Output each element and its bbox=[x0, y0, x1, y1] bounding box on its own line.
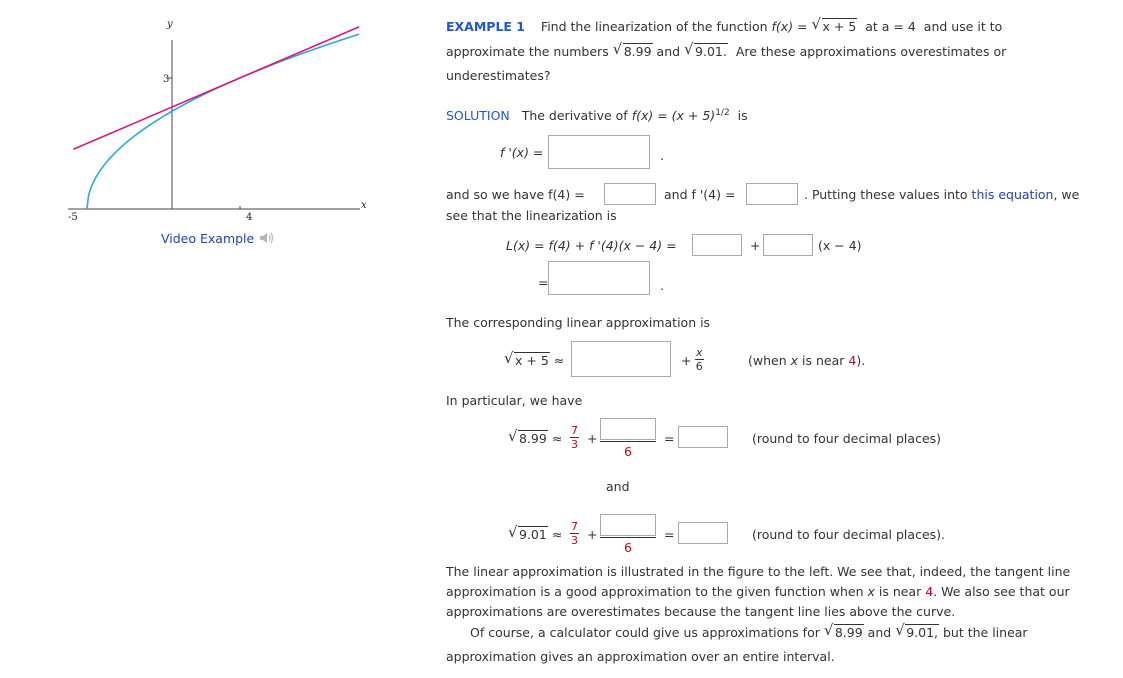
L-constant-input[interactable] bbox=[692, 234, 742, 256]
solution-line bbox=[446, 108, 748, 123]
sqrt-9-01-c: √ 9.01, bbox=[895, 621, 938, 640]
example-at-a: at a = 4 bbox=[865, 19, 916, 34]
this-equation-link[interactable]: this equation bbox=[971, 187, 1054, 202]
para-line-2 bbox=[446, 584, 1070, 599]
para-line-3: approximations are overestimates because the tangent line lies above the curve. bbox=[446, 604, 956, 619]
tick-label-x-4: 4 bbox=[246, 212, 253, 223]
frac-x-den: 6 bbox=[695, 360, 703, 373]
example-line-3: underestimates? bbox=[446, 68, 551, 83]
row1-sqrt bbox=[508, 427, 563, 446]
sqrt-8-99-b: √ 8.99 bbox=[508, 427, 547, 446]
sqrt-x-plus-5: √ x + 5 bbox=[811, 15, 857, 34]
row2-numerator-input[interactable] bbox=[600, 514, 656, 536]
approx-sign-1: ≈ bbox=[553, 353, 565, 368]
approx-sign-2: ≈ bbox=[551, 431, 563, 446]
when-prefix: (when bbox=[748, 353, 787, 368]
equals-sign-1: = bbox=[538, 275, 549, 290]
para2-a: approximation is a good approximation to the given function when bbox=[446, 584, 864, 599]
sqrt-9-01: √ 9.01. bbox=[684, 40, 727, 59]
video-example-label: Video Example bbox=[161, 231, 255, 246]
x-axis-label: x bbox=[361, 200, 367, 211]
number-9-01: 9.01. bbox=[695, 44, 727, 59]
fprime4-input[interactable] bbox=[746, 183, 798, 205]
example-text-1a: Find the linearization of the function bbox=[540, 19, 768, 34]
plus-sign-4: + bbox=[587, 527, 598, 542]
video-example-link[interactable] bbox=[161, 231, 278, 248]
radicand: x + 5 bbox=[822, 19, 857, 34]
derivative-text: The derivative of bbox=[521, 108, 628, 124]
so-we-have-text: and so we have f(4) = bbox=[446, 187, 585, 202]
r1-radicand: 8.99 bbox=[519, 431, 547, 446]
putting-text: . Putting these values into bbox=[804, 187, 968, 202]
frac-3-b: 3 bbox=[571, 534, 578, 547]
example-heading: EXAMPLE 1 bbox=[446, 19, 526, 34]
example-text-2b: Are these approximations overestimates or bbox=[735, 44, 1007, 59]
plus-sign-1: + bbox=[750, 238, 761, 253]
frac-3-a: 3 bbox=[571, 438, 578, 451]
frac-7-b: 7 bbox=[571, 520, 578, 533]
frac-7-a: 7 bbox=[571, 424, 578, 437]
para2-c: . We also see that our bbox=[933, 584, 1070, 599]
period-1: . bbox=[660, 148, 664, 163]
row2-fraction-bar bbox=[600, 537, 656, 538]
para-line-5: approximation gives an approximation over an entire interval. bbox=[446, 649, 835, 664]
para4-num1: 8.99 bbox=[834, 625, 863, 640]
x-minus-4: (x − 4) bbox=[818, 238, 862, 253]
corresponding-text: The corresponding linear approximation is bbox=[446, 315, 711, 330]
row1-result-input[interactable] bbox=[678, 426, 728, 448]
para2-four: 4 bbox=[925, 584, 934, 599]
solution-label: SOLUTION bbox=[446, 108, 510, 124]
frac-x-over-6 bbox=[695, 346, 704, 373]
mid-and-text: and bbox=[606, 479, 630, 494]
derivative-expr: f(x) = (x + 5) bbox=[631, 108, 716, 124]
plus-sign-2: + bbox=[681, 353, 692, 368]
in-particular-text: In particular, we have bbox=[446, 393, 583, 408]
r2-radicand: 9.01 bbox=[519, 527, 547, 542]
we-text: , we bbox=[1053, 187, 1080, 202]
equals-sign-2: = bbox=[664, 431, 675, 446]
linear-approx-input[interactable] bbox=[571, 341, 671, 377]
para4-a: Of course, a calculator could give us approximations for bbox=[470, 625, 820, 640]
row1-fraction-bar bbox=[600, 441, 656, 442]
when-suffix: ). bbox=[856, 353, 866, 368]
y-axis-label: y bbox=[167, 19, 173, 30]
function-curve bbox=[87, 34, 359, 209]
sqrt-9-01-b: √ 9.01 bbox=[508, 523, 547, 542]
and-fprime-text: and f '(4) = bbox=[664, 187, 736, 202]
tick-label-x-neg5: -5 bbox=[68, 212, 78, 223]
graph-figure bbox=[60, 10, 370, 225]
sqrt-8-99-c: √ 8.99 bbox=[823, 621, 863, 640]
para-line-1: The linear approximation is illustrated in the figure to the left. We see that, indeed, the tangent line bbox=[446, 564, 1071, 579]
fprime-input[interactable] bbox=[548, 135, 650, 169]
approx-sign-3: ≈ bbox=[551, 527, 563, 542]
near-value: 4 bbox=[848, 353, 857, 368]
Lx-expression: L(x) = f(4) + f '(4)(x − 4) = bbox=[506, 238, 677, 253]
when-x: x bbox=[790, 353, 799, 368]
example-text-1b: and use it to bbox=[923, 19, 1003, 34]
see-that-text: see that the linearization is bbox=[446, 208, 617, 223]
plus-sign-3: + bbox=[587, 431, 598, 446]
para-line-4 bbox=[470, 621, 1028, 640]
f4-input[interactable] bbox=[604, 183, 656, 205]
exponent: 1/2 bbox=[715, 108, 730, 118]
row2-sqrt bbox=[508, 523, 563, 542]
tick-label-y-3: 3 bbox=[163, 74, 170, 85]
L-slope-input[interactable] bbox=[763, 234, 813, 256]
para2-x: x bbox=[867, 584, 875, 599]
L-simplified-input[interactable] bbox=[548, 261, 650, 295]
round-text-2: (round to four decimal places). bbox=[752, 527, 945, 542]
when-mid: is near bbox=[802, 353, 845, 368]
is-word: is bbox=[737, 108, 748, 124]
row2-denominator: 6 bbox=[624, 540, 632, 555]
example-text-2a: approximate the numbers bbox=[446, 44, 609, 59]
sqrt-8-99: √ 8.99 bbox=[612, 40, 652, 59]
row1-denominator: 6 bbox=[624, 444, 632, 459]
frac-7-3-a bbox=[570, 424, 579, 451]
example-line-1 bbox=[446, 15, 1003, 34]
para4-num2: 9.01, bbox=[906, 625, 938, 640]
when-near-text bbox=[748, 353, 865, 368]
speaker-icon bbox=[258, 231, 278, 248]
row1-numerator-input[interactable] bbox=[600, 418, 656, 440]
putting-line bbox=[804, 187, 1079, 202]
row2-result-input[interactable] bbox=[678, 522, 728, 544]
tangent-line bbox=[73, 27, 359, 149]
para4-b: but the linear bbox=[942, 625, 1028, 640]
fprime-label: f '(x) = bbox=[500, 145, 544, 160]
and-word: and bbox=[656, 44, 681, 59]
round-text-1: (round to four decimal places) bbox=[752, 431, 942, 446]
example-line-2 bbox=[446, 40, 1007, 59]
sqrt-x-plus-5-b: √ x + 5 bbox=[504, 349, 549, 368]
example-fx: f(x) = bbox=[771, 19, 808, 34]
frac-7-3-b bbox=[570, 520, 579, 547]
number-8-99: 8.99 bbox=[623, 44, 652, 59]
period-2: . bbox=[660, 278, 664, 293]
equals-sign-3: = bbox=[664, 527, 675, 542]
para4-and: and bbox=[867, 625, 892, 640]
radicand-b: x + 5 bbox=[515, 353, 549, 368]
sqrt-approx-line bbox=[504, 349, 565, 368]
para2-b: is near bbox=[878, 584, 922, 599]
frac-x-num: x bbox=[696, 346, 703, 359]
